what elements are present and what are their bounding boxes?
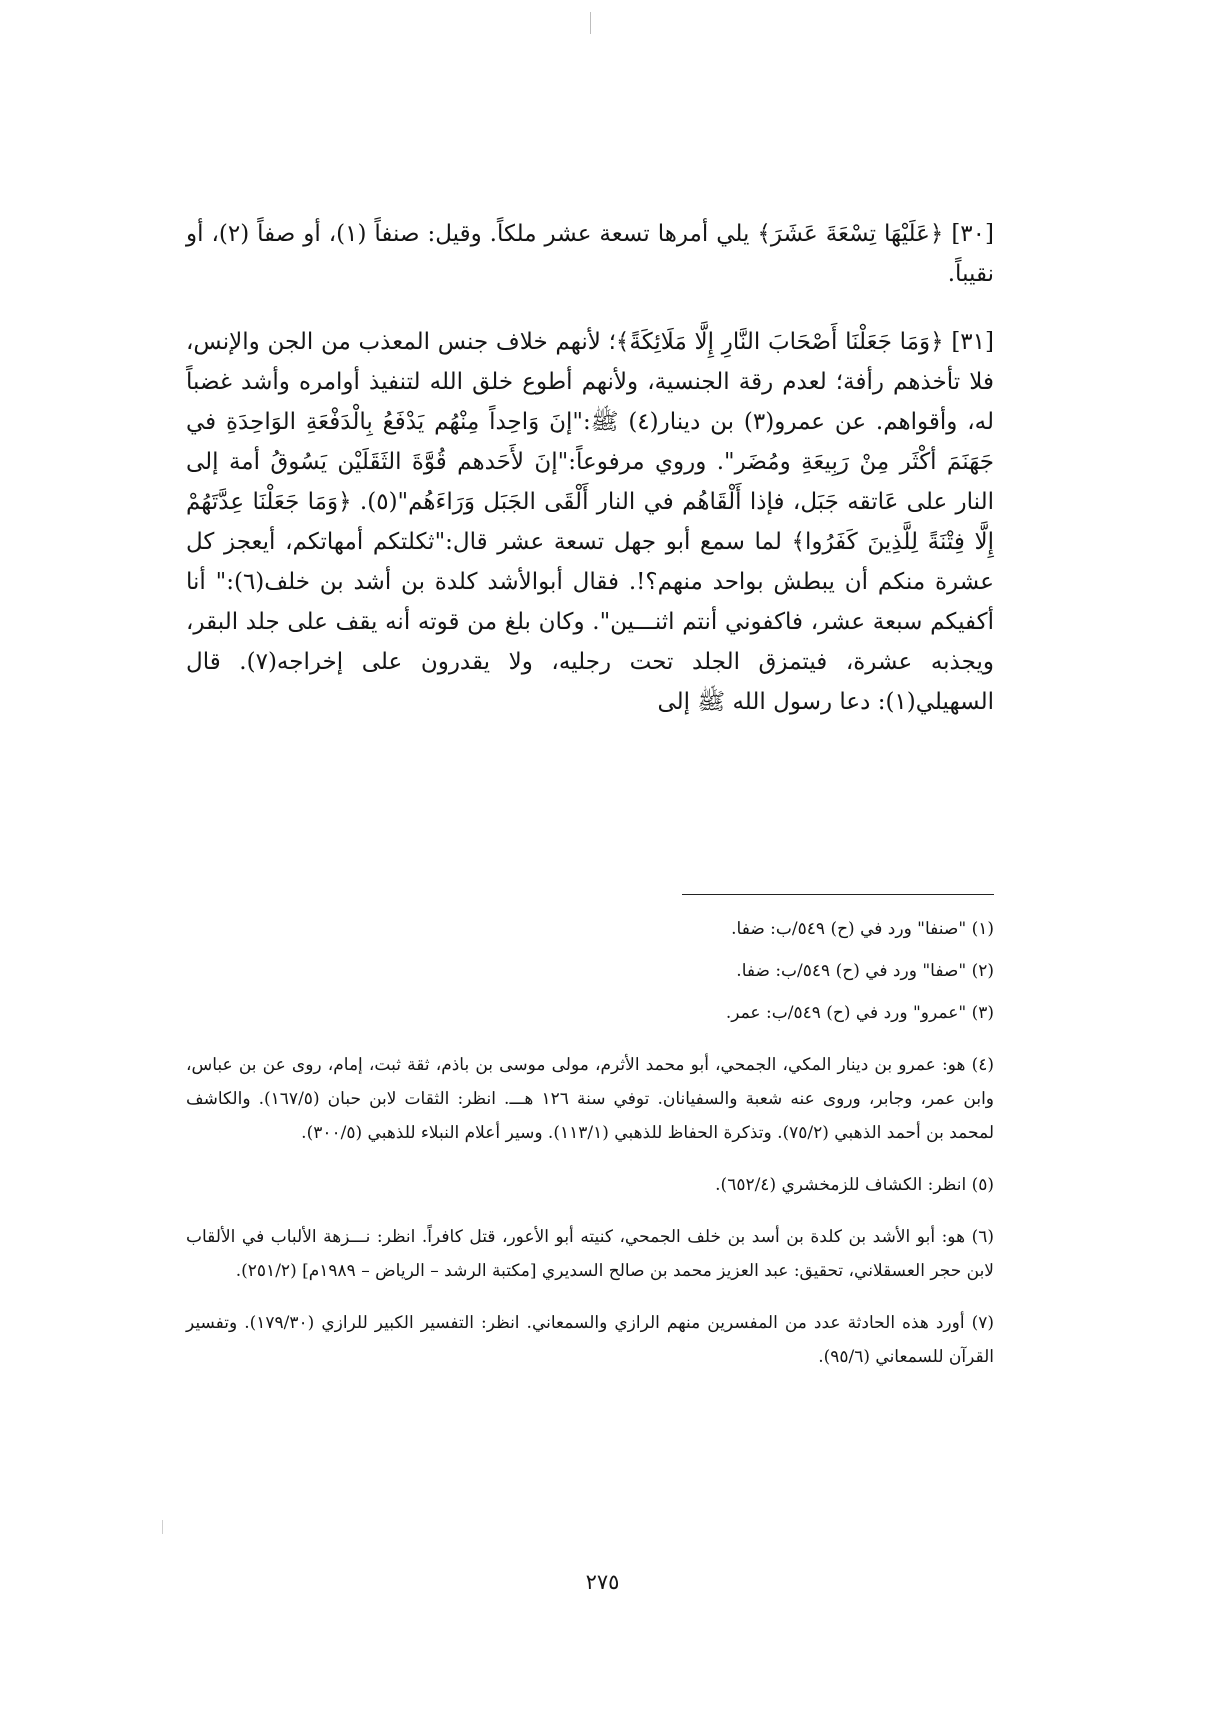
scan-mark <box>162 1520 163 1534</box>
scan-mark <box>590 12 591 34</box>
page-number: ٢٧٥ <box>585 1570 620 1594</box>
footnote-1: (١) "صنفا" ورد في (ح) ٥٤٩/ب: ضفا. <box>731 919 994 939</box>
main-text <box>186 214 994 722</box>
footnotes <box>186 912 994 1392</box>
paragraph-verse-30: [٣٠] ﴿عَلَيْهَا تِسْعَةَ عَشَرَ﴾ يلي أمرها تسعة عشر ملكاً. وقيل: صنفاً (١)، أو صفاً (٢)، أو نقيباً. <box>186 221 994 287</box>
footnote-5: (٥) انظر: الكشاف للزمخشري (٦٥٢/٤). <box>715 1175 994 1195</box>
footnote-3: (٣) "عمرو" ورد في (ح) ٥٤٩/ب: عمر. <box>725 1003 994 1023</box>
footnote-7: (٧) أورد هذه الحادثة عدد من المفسرين منهم الرازي والسمعاني. انظر: التفسير الكبير للرازي (١٧٩/٣٠). وتفسير القرآن للسمعاني (٩٥/٦). <box>186 1313 994 1367</box>
footnote-4: (٤) هو: عمرو بن دينار المكي، الجمحي، أبو محمد الأثرم، مولى موسى بن باذم، ثقة ثبت، إمام، روى عن بن عباس، وابن عمر، وجابر، وروى عنه شعبة والسفيانان. توفي سنة ١٢٦ هـــ. انظر: الثقات لابن حبان (١٦٧/٥). والكاشف لمحمد بن أحمد الذهبي (٧٥/٢). وتذكرة الحفاظ للذهبي (١١٣/١). وسير أعلام النبلاء للذهبي (٣٠٠/٥). <box>186 1055 995 1143</box>
footnote-2: (٢) "صفا" ورد في (ح) ٥٤٩/ب: ضفا. <box>736 961 994 981</box>
paragraph-verse-31: [٣١] ﴿وَمَا جَعَلْنَا أَصْحَابَ النَّارِ إِلَّا مَلَائِكَةً﴾؛ لأنهم خلاف جنس المعذب من الجن والإنس، فلا تأخذهم رأفة؛ لعدم رقة الجنسية، ولأنهم أطوع خلق الله لتنفيذ أوامره وأشد غضباً له، وأقواهم. عن عمرو(٣) بن دينار(٤) ﷺ:"إنَ وَاحِداً مِنْهُم يَدْفَعُ بِالْدَفْعَةِ الوَاحِدَةِ في جَهَنَمَ أكْثَر مِنْ رَبِيعَةِ ومُضَر". وروي مرفوعاً:"إنَ لأَحَدهم قُوَّةَ الثَقَلَيْن يَسُوقُ أمة إلى النار على عَاتقه جَبَل، فإذا أَلْقَاهُم في النار أَلْقَى الجَبَل وَرَاءَهُم"(٥). ﴿وَمَا جَعَلْنَا عِدَّتَهُمْ إِلَّا فِتْنَةً لِلَّذِينَ كَفَرُوا﴾ لما سمع أبو جهل تسعة عشر قال:"ثكلتكم أمهاتكم، أيعجز كل عشرة منكم أن يبطش بواحد منهم؟!. فقال أبوالأشد كلدة بن أشد بن خلف(٦):" أنا أكفيكم سبعة عشر، فاكفوني أنتم اثنـــين". وكان بلغ من قوته أنه يقف على جلد البقر، ويجذبه عشرة، فيتمزق الجلد تحت رجليه، ولا يقدرون على إخراجه(٧). قال السهيلي(١): دعا رسول الله ﷺ إلى <box>186 329 995 715</box>
footnote-separator <box>682 894 994 895</box>
footnote-6: (٦) هو: أبو الأشد بن كلدة بن أسد بن خلف الجمحي، كنيته أبو الأعور، قتل كافراً. انظر: نـــزهة الألباب في الألقاب لابن حجر العسقلاني، تحقيق: عبد العزيز محمد بن صالح السديري [مكتبة الرشد – الرياض – ١٩٨٩م] (٢٥١/٢). <box>186 1227 994 1281</box>
